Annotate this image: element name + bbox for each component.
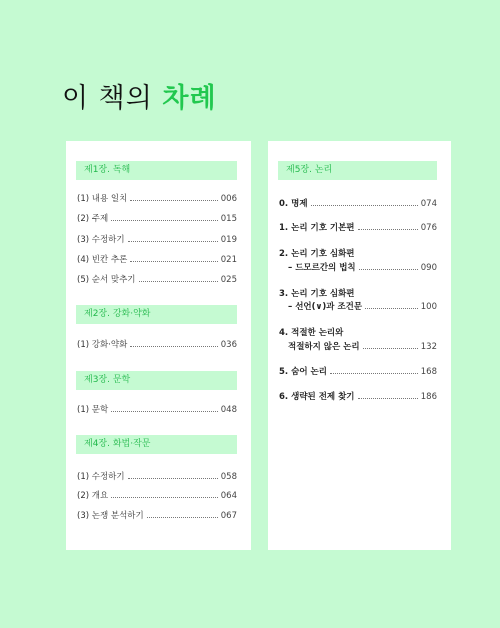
toc-entry-page: 019 <box>220 235 237 245</box>
toc-panel-right <box>268 141 451 550</box>
toc-entry[interactable] <box>288 300 437 312</box>
toc-entry[interactable] <box>77 403 237 415</box>
toc-entry-page: 058 <box>220 472 237 482</box>
dot-leader <box>330 373 418 374</box>
toc-entry-label: (5) 순서 맞추기 <box>77 275 136 285</box>
toc-entry-label: 적절하지 않은 논리 <box>288 342 360 352</box>
toc-entry-page: 048 <box>220 405 237 415</box>
toc-entry[interactable] <box>77 192 237 204</box>
toc-entry-page: 036 <box>220 340 237 350</box>
toc-entry-title[interactable]: 3. 논리 기호 심화편 <box>279 289 355 299</box>
dot-leader <box>358 398 418 399</box>
toc-entry-page: 015 <box>220 214 237 224</box>
toc-entry[interactable] <box>288 261 437 273</box>
dot-leader <box>358 229 418 230</box>
dot-leader <box>111 411 218 412</box>
dot-leader <box>111 220 218 221</box>
toc-entry-label: (2) 주제 <box>77 214 109 224</box>
title-prefix: 이 책의 <box>62 83 163 114</box>
toc-entry-page: 074 <box>420 199 437 209</box>
dot-leader <box>130 346 217 347</box>
page-title <box>62 76 217 115</box>
toc-entry[interactable] <box>77 470 237 482</box>
toc-entry-label: (2) 개요 <box>77 491 109 501</box>
chapter-header-1: 제1장. 독해 <box>76 161 237 180</box>
chapter-header-3: 제3장. 문학 <box>76 371 237 390</box>
toc-entry-page: 064 <box>220 491 237 501</box>
toc-entry[interactable] <box>77 253 237 265</box>
toc-entry[interactable] <box>77 509 237 521</box>
toc-entry-label: (1) 내용 일치 <box>77 194 128 204</box>
toc-entry-label: (1) 수정하기 <box>77 472 125 482</box>
toc-entry-label: (1) 강화·약화 <box>77 340 128 350</box>
toc-entry[interactable] <box>279 365 437 377</box>
dot-leader <box>365 308 418 309</box>
toc-entry-label: – 드모르간의 법칙 <box>288 263 356 273</box>
toc-entry-page: 090 <box>420 263 437 273</box>
toc-panel-left <box>66 141 251 550</box>
dot-leader <box>311 205 418 206</box>
dot-leader <box>128 478 218 479</box>
dot-leader <box>128 241 218 242</box>
toc-entry-page: 186 <box>420 392 437 402</box>
toc-entry-page: 076 <box>420 223 437 233</box>
toc-entry-label: 1. 논리 기호 기본편 <box>279 223 355 233</box>
toc-entry-label: (4) 빈칸 추론 <box>77 255 128 265</box>
dot-leader <box>130 200 217 201</box>
toc-entry-page: 132 <box>420 342 437 352</box>
toc-entry[interactable] <box>288 340 437 352</box>
toc-entry-label: 0. 명제 <box>279 199 308 209</box>
dot-leader <box>359 269 418 270</box>
toc-entry-page: 168 <box>420 367 437 377</box>
toc-entry[interactable] <box>279 221 437 233</box>
toc-entry[interactable] <box>77 233 237 245</box>
toc-entry-label: (1) 문학 <box>77 405 109 415</box>
toc-entry[interactable] <box>77 212 237 224</box>
chapter-header-4: 제4장. 화법·작문 <box>76 435 237 454</box>
title-accent: 차례 <box>162 83 217 114</box>
toc-entry-label: 6. 생략된 전제 찾기 <box>279 392 355 402</box>
toc-entry[interactable] <box>77 273 237 285</box>
toc-entry-title[interactable]: 2. 논리 기호 심화편 <box>279 249 355 259</box>
dot-leader <box>130 261 217 262</box>
chapter-header-5: 제5장. 논리 <box>278 161 437 180</box>
toc-entry-page: 025 <box>220 275 237 285</box>
dot-leader <box>111 497 218 498</box>
toc-entry-page: 100 <box>420 302 437 312</box>
toc-entry[interactable] <box>77 338 237 350</box>
toc-entry[interactable] <box>279 390 437 402</box>
toc-entry-label: 5. 숨어 논리 <box>279 367 327 377</box>
toc-entry[interactable] <box>279 197 437 209</box>
toc-entry-title[interactable]: 4. 적절한 논리와 <box>279 328 344 338</box>
toc-entry-page: 067 <box>220 511 237 521</box>
toc-entry-page: 006 <box>220 194 237 204</box>
dot-leader <box>363 348 418 349</box>
toc-entry-label: (3) 논쟁 분석하기 <box>77 511 144 521</box>
dot-leader <box>139 281 218 282</box>
toc-entry-label: (3) 수정하기 <box>77 235 125 245</box>
toc-entry-label: – 선언(∨)과 조건문 <box>288 302 363 312</box>
toc-entry[interactable] <box>77 489 237 501</box>
toc-entry-page: 021 <box>220 255 237 265</box>
dot-leader <box>147 517 218 518</box>
chapter-header-2: 제2장. 강화·약화 <box>76 305 237 324</box>
